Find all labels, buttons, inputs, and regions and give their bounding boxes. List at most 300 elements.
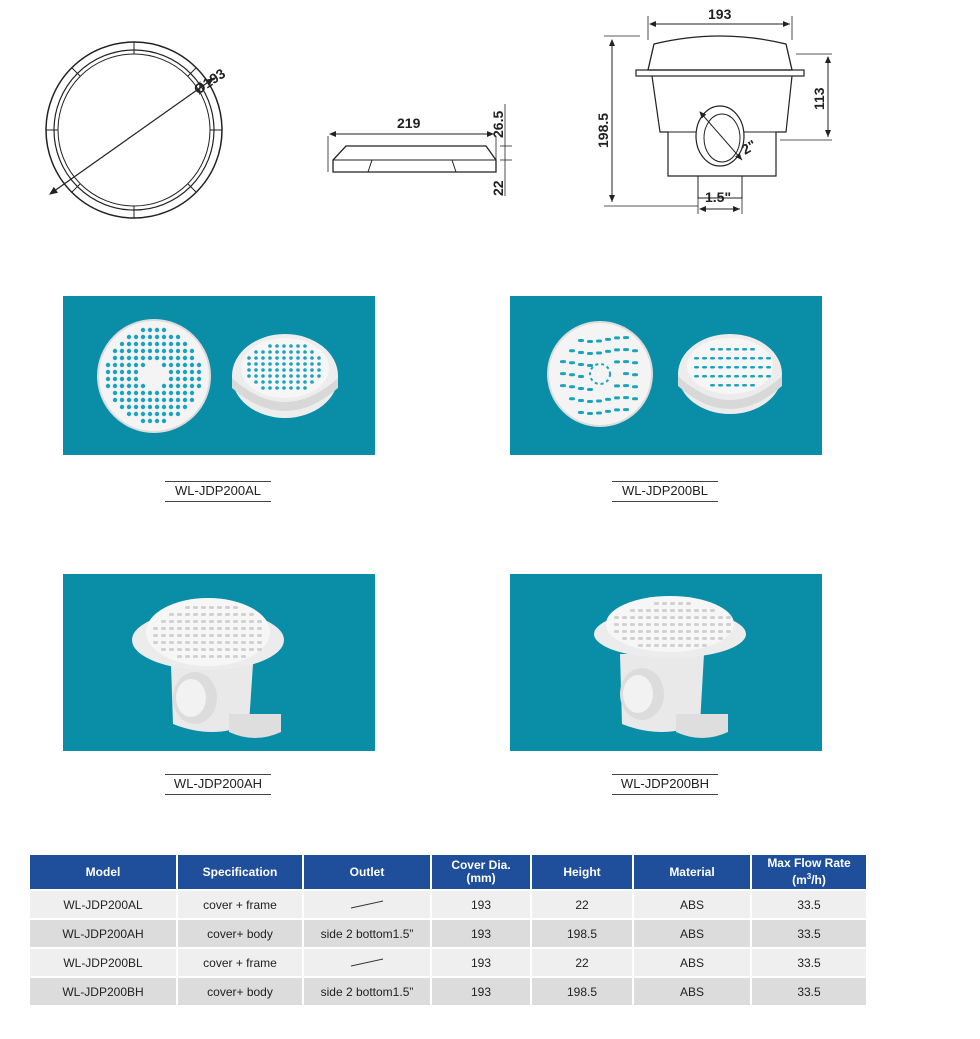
- grate-hole: [303, 380, 307, 384]
- grate-hole: [176, 384, 180, 388]
- grate-slot: [614, 630, 619, 633]
- grate-hole: [106, 370, 110, 374]
- grate-slot: [201, 606, 206, 609]
- cell-outlet: [304, 949, 430, 976]
- grate-slot: [654, 644, 659, 647]
- grate-hole: [127, 370, 131, 374]
- grate-slot: [623, 408, 629, 411]
- grate-slot: [662, 602, 667, 605]
- grate-hole: [310, 374, 314, 378]
- grate-slot: [710, 348, 715, 351]
- grate-hole: [134, 384, 138, 388]
- grate-hole: [268, 386, 272, 390]
- cell-material: ABS: [634, 949, 750, 976]
- grate-hole: [268, 344, 272, 348]
- grate-hole: [176, 342, 180, 346]
- grate-hole: [169, 363, 173, 367]
- grate-hole: [296, 356, 300, 360]
- grate-slot: [193, 648, 198, 651]
- grate-hole: [127, 391, 131, 395]
- grate-hole: [296, 386, 300, 390]
- grate-hole: [289, 362, 293, 366]
- grate-slot: [257, 641, 262, 644]
- grate-slot: [201, 641, 206, 644]
- grate-slot: [177, 627, 182, 630]
- grate-hole: [113, 398, 117, 402]
- cover-side-drawing: [328, 104, 512, 196]
- grate-hole: [190, 391, 194, 395]
- product-caption-bh: [612, 776, 718, 791]
- grate-slot: [225, 613, 230, 616]
- grate-slot: [257, 627, 262, 630]
- grate-hole: [289, 386, 293, 390]
- cell-height: 22: [532, 891, 632, 918]
- grate-slot: [630, 616, 635, 619]
- grate-hole: [190, 377, 194, 381]
- spec-table: [28, 853, 868, 1007]
- grate-hole: [176, 377, 180, 381]
- grate-slot: [710, 384, 715, 387]
- grate-slot: [662, 609, 667, 612]
- grate-slot: [193, 641, 198, 644]
- grate-slot: [161, 648, 166, 651]
- grate-slot: [670, 623, 675, 626]
- grate-slot: [630, 637, 635, 640]
- grate-hole: [282, 380, 286, 384]
- grate-hole: [183, 377, 187, 381]
- grate-slot: [686, 623, 691, 626]
- grate-slot: [638, 637, 643, 640]
- grate-slot: [257, 634, 262, 637]
- grate-slot: [734, 375, 739, 378]
- grate-slot: [638, 644, 643, 647]
- grate-slot: [623, 360, 629, 363]
- grate-slot: [750, 375, 755, 378]
- grate-hole: [169, 398, 173, 402]
- grate-hole: [106, 363, 110, 367]
- grate-slot: [710, 357, 715, 360]
- cell-flow: 33.5: [752, 891, 866, 918]
- grate-hole: [162, 405, 166, 409]
- grate-hole: [310, 350, 314, 354]
- grate-slot: [686, 637, 691, 640]
- grate-slot: [614, 396, 620, 399]
- grate-hole: [282, 374, 286, 378]
- grate-slot: [241, 648, 246, 651]
- grate-hole: [190, 398, 194, 402]
- grate-hole: [275, 344, 279, 348]
- grate-slot: [587, 352, 593, 355]
- grate-hole: [162, 335, 166, 339]
- grate-slot: [614, 616, 619, 619]
- grate-slot: [578, 339, 584, 342]
- grate-slot: [241, 613, 246, 616]
- grate-hole: [162, 412, 166, 416]
- grate-slot: [596, 339, 602, 342]
- grate-slot: [726, 348, 731, 351]
- grate-hole: [261, 356, 265, 360]
- grate-hole: [120, 377, 124, 381]
- grate-slot: [614, 623, 619, 626]
- grate-hole: [261, 386, 265, 390]
- grate-hole: [134, 342, 138, 346]
- grate-slot: [578, 375, 584, 378]
- grate-slot: [654, 609, 659, 612]
- grate-hole: [296, 344, 300, 348]
- grate-hole: [148, 328, 152, 332]
- cell-flow: 33.5: [752, 920, 866, 947]
- grate-hole: [303, 362, 307, 366]
- grate-hole: [176, 356, 180, 360]
- grate-hole: [162, 356, 166, 360]
- table-row: [30, 920, 866, 947]
- grate-hole: [275, 362, 279, 366]
- grate-slot: [718, 630, 723, 633]
- grate-hole: [183, 384, 187, 388]
- grate-slot: [193, 634, 198, 637]
- product-image: [510, 574, 822, 751]
- grate-hole: [148, 335, 152, 339]
- grate-slot: [622, 630, 627, 633]
- product-caption-bl: [612, 483, 718, 498]
- grate-hole: [176, 398, 180, 402]
- grate-slot: [718, 348, 723, 351]
- grate-slot: [758, 366, 763, 369]
- grate-slot: [710, 637, 715, 640]
- header-height: Height: [532, 855, 632, 889]
- header-max-flow: [752, 855, 866, 889]
- grate-hole: [113, 356, 117, 360]
- grate-slot: [569, 373, 575, 376]
- grate-slot: [161, 641, 166, 644]
- grate-hole: [127, 356, 131, 360]
- grate-slot: [710, 366, 715, 369]
- grate-hole: [310, 368, 314, 372]
- grate-slot: [249, 648, 254, 651]
- grate-hole: [141, 342, 145, 346]
- grate-slot: [153, 641, 158, 644]
- table-row: [30, 978, 866, 1005]
- grate-slot: [185, 648, 190, 651]
- grate-slot: [670, 637, 675, 640]
- grate-slot: [702, 357, 707, 360]
- grate-slot: [623, 384, 629, 387]
- grate-hole: [275, 374, 279, 378]
- grate-hole: [197, 377, 201, 381]
- grate-hole: [268, 380, 272, 384]
- grate-hole: [261, 368, 265, 372]
- grate-hole: [282, 344, 286, 348]
- grate-slot: [193, 627, 198, 630]
- cell-spec: cover+ body: [178, 920, 302, 947]
- grate-slot: [662, 644, 667, 647]
- grate-hole: [268, 362, 272, 366]
- grate-slot: [632, 361, 638, 364]
- grate-slot: [686, 609, 691, 612]
- cell-model: WL-JDP200BH: [30, 978, 176, 1005]
- grate-hole: [197, 363, 201, 367]
- grate-slot: [694, 609, 699, 612]
- grate-slot: [646, 630, 651, 633]
- grate-slot: [734, 357, 739, 360]
- grate-hole: [176, 391, 180, 395]
- grate-slot: [161, 627, 166, 630]
- grate-slot: [638, 630, 643, 633]
- cell-dia: 193: [432, 891, 530, 918]
- grate-slot: [694, 623, 699, 626]
- header-material: Material: [634, 855, 750, 889]
- grate-hole: [127, 398, 131, 402]
- grate-hole: [141, 405, 145, 409]
- grate-slot: [632, 385, 638, 388]
- grate-hole: [183, 356, 187, 360]
- cell-model: WL-JDP200AL: [30, 891, 176, 918]
- grate-slot: [750, 357, 755, 360]
- grate-hole: [176, 363, 180, 367]
- grate-slot: [209, 655, 214, 658]
- grate-slot: [694, 375, 699, 378]
- grate-slot: [734, 384, 739, 387]
- grate-slot: [605, 350, 611, 353]
- grate-slot: [678, 616, 683, 619]
- grate-slot: [249, 627, 254, 630]
- grate-slot: [758, 375, 763, 378]
- grate-slot: [654, 602, 659, 605]
- grate-slot: [241, 641, 246, 644]
- body-side-drawing: [595, 6, 832, 214]
- grate-hole: [155, 419, 159, 423]
- grate-hole: [310, 356, 314, 360]
- grate-hole: [296, 380, 300, 384]
- grate-hole: [134, 377, 138, 381]
- grate-hole: [155, 356, 159, 360]
- grate-slot: [569, 397, 575, 400]
- grate-hole: [134, 349, 138, 353]
- product-image: [63, 296, 375, 455]
- grate-slot: [702, 366, 707, 369]
- grate-hole: [317, 362, 321, 366]
- grate-slot: [201, 613, 206, 616]
- grate-hole: [261, 362, 265, 366]
- grate-hole: [183, 391, 187, 395]
- grate-slot: [569, 361, 575, 364]
- product-caption-ah: [165, 776, 271, 791]
- grate-slot: [217, 606, 222, 609]
- grate-slot: [209, 606, 214, 609]
- cover-width-label: 219: [397, 115, 421, 131]
- grate-hole: [169, 342, 173, 346]
- grate-hole: [275, 386, 279, 390]
- grate-hole: [162, 384, 166, 388]
- grate-hole: [169, 377, 173, 381]
- grate-slot: [209, 641, 214, 644]
- grate-slot: [201, 655, 206, 658]
- grate-slot: [742, 348, 747, 351]
- grate-slot: [209, 648, 214, 651]
- grate-hole: [141, 412, 145, 416]
- grate-hole: [247, 362, 251, 366]
- grate-slot: [185, 606, 190, 609]
- grate-hole: [134, 412, 138, 416]
- grate-slot: [678, 644, 683, 647]
- cell-spec: cover+ body: [178, 978, 302, 1005]
- grate-slot: [249, 634, 254, 637]
- grate-hole: [162, 398, 166, 402]
- grate-hole: [289, 380, 293, 384]
- grate-hole: [261, 380, 265, 384]
- grate-slot: [670, 602, 675, 605]
- grate-slot: [185, 655, 190, 658]
- grate-hole: [141, 398, 145, 402]
- product-caption-al: [165, 483, 271, 498]
- cell-material: ABS: [634, 891, 750, 918]
- grate-slot: [678, 609, 683, 612]
- grate-slot: [225, 655, 230, 658]
- grate-slot: [161, 620, 166, 623]
- grate-hole: [127, 405, 131, 409]
- grate-hole: [127, 384, 131, 388]
- grate-slot: [702, 637, 707, 640]
- grate-hole: [268, 368, 272, 372]
- grate-slot: [185, 627, 190, 630]
- cell-flow: 33.5: [752, 949, 866, 976]
- grate-slot: [596, 399, 602, 402]
- grate-slot: [710, 630, 715, 633]
- grate-hole: [120, 356, 124, 360]
- grate-hole: [113, 377, 117, 381]
- grate-hole: [176, 412, 180, 416]
- cell-dia: 193: [432, 978, 530, 1005]
- grate-slot: [193, 620, 198, 623]
- cell-height: 198.5: [532, 920, 632, 947]
- grate-slot: [726, 375, 731, 378]
- grate-slot: [185, 641, 190, 644]
- grate-hole: [190, 384, 194, 388]
- grate-slot: [578, 399, 584, 402]
- grate-hole: [190, 370, 194, 374]
- grate-slot: [217, 620, 222, 623]
- grate-slot: [750, 384, 755, 387]
- bottom-outlet-label: 1.5": [705, 189, 732, 205]
- cell-material: ABS: [634, 978, 750, 1005]
- grate-hole: [268, 374, 272, 378]
- grate-slot: [587, 412, 593, 415]
- grate-hole: [183, 405, 187, 409]
- grate-hole: [113, 349, 117, 353]
- grate-hole: [106, 384, 110, 388]
- grate-slot: [201, 648, 206, 651]
- grate-slot: [702, 609, 707, 612]
- grate-hole: [148, 342, 152, 346]
- grate-hole: [268, 350, 272, 354]
- grate-slot: [614, 336, 620, 339]
- grate-hole: [310, 362, 314, 366]
- grate-slot: [241, 627, 246, 630]
- body-upper-height-label: 113: [811, 87, 827, 110]
- grate-slot: [560, 384, 566, 387]
- grate-slot: [638, 609, 643, 612]
- grate-hole: [183, 370, 187, 374]
- grate-slot: [217, 648, 222, 651]
- grate-hole: [134, 363, 138, 367]
- grate-slot: [587, 340, 593, 343]
- grate-slot: [225, 648, 230, 651]
- grate-hole: [169, 384, 173, 388]
- body-total-height-label: 198.5: [595, 112, 611, 148]
- grate-hole: [127, 377, 131, 381]
- grate-slot: [578, 363, 584, 366]
- cell-height: 198.5: [532, 978, 632, 1005]
- grate-slot: [560, 360, 566, 363]
- table-header-row: [30, 855, 866, 889]
- grate-hole: [254, 362, 258, 366]
- grate-hole: [148, 349, 152, 353]
- grate-slot: [702, 630, 707, 633]
- grate-slot: [578, 387, 584, 390]
- grate-slot: [718, 366, 723, 369]
- grate-hole: [155, 342, 159, 346]
- grate-hole: [197, 384, 201, 388]
- grate-slot: [670, 644, 675, 647]
- grate-slot: [217, 627, 222, 630]
- grate-slot: [718, 616, 723, 619]
- grate-slot: [630, 623, 635, 626]
- cover-height-bottom-label: 22: [490, 180, 506, 196]
- grate-slot: [596, 411, 602, 414]
- grate-slot: [662, 616, 667, 619]
- grate-slot: [710, 375, 715, 378]
- grate-slot: [569, 349, 575, 352]
- grate-slot: [233, 606, 238, 609]
- side-outlet-label: 2": [738, 136, 760, 158]
- grate-hole: [155, 335, 159, 339]
- grate-slot: [177, 620, 182, 623]
- product-model-label: WL-JDP200BH: [620, 776, 710, 791]
- grate-slot: [257, 620, 262, 623]
- grate-hole: [148, 398, 152, 402]
- grate-hole: [120, 370, 124, 374]
- grate-hole: [296, 368, 300, 372]
- grate-slot: [201, 627, 206, 630]
- cell-model: WL-JDP200AH: [30, 920, 176, 947]
- header-specification: Specification: [178, 855, 302, 889]
- grate-hole: [162, 342, 166, 346]
- grate-slot: [646, 616, 651, 619]
- grate-slot: [225, 627, 230, 630]
- grate-slot: [241, 634, 246, 637]
- grate-hole: [120, 398, 124, 402]
- grate-hole: [282, 356, 286, 360]
- table-row: [30, 891, 866, 918]
- cover-height-top-label: 26.5: [490, 110, 506, 138]
- grate-slot: [710, 616, 715, 619]
- grate-hole: [148, 412, 152, 416]
- grate-slot: [623, 372, 629, 375]
- grate-slot: [587, 400, 593, 403]
- grate-hole: [134, 335, 138, 339]
- grate-hole: [317, 356, 321, 360]
- header-max-flow-unit: $(m^3/h)$: [792, 872, 826, 887]
- top-view-drawing: [46, 42, 228, 218]
- grate-slot: [726, 616, 731, 619]
- grate-slot: [654, 637, 659, 640]
- grate-hole: [268, 356, 272, 360]
- grate-slot: [646, 623, 651, 626]
- grate-hole: [134, 405, 138, 409]
- grate-slot: [623, 336, 629, 339]
- grate-slot: [670, 616, 675, 619]
- grate-slot: [614, 408, 620, 411]
